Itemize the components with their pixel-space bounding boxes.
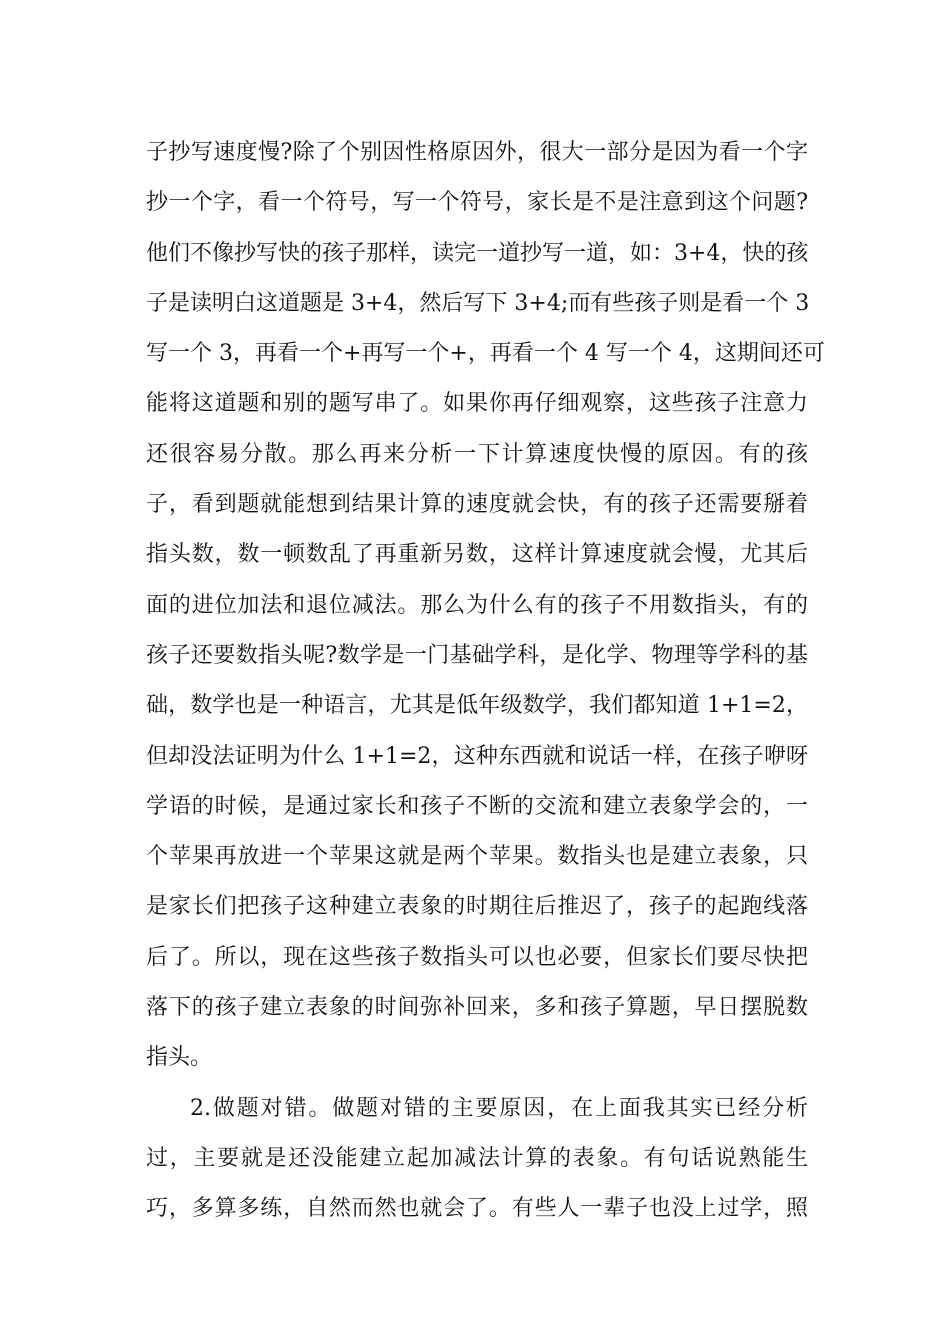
text-line: 子，看到题就能想到结果计算的速度就会快，有的孩子还需要掰着: [146, 492, 808, 518]
body-text: [146, 128, 825, 1235]
text-line: 过，主要就是还没能建立起加减法计算的表象。有句话说熟能生: [146, 1145, 808, 1171]
text-line: 个苹果再放进一个苹果这就是两个苹果。数指头也是建立表象，只: [146, 844, 808, 870]
text-line: 是家长们把孩子这种建立表象的时期往后推迟了，孩子的起跑线落: [146, 894, 808, 920]
text-line: 但却没法证明为什么 1+1=2，这种东西就和说话一样，在孩子咿呀: [146, 743, 808, 769]
text-line: 写一个 3，再看一个+再写一个+，再看一个 4 写一个 4，这期间还可: [146, 341, 825, 367]
text-line: 子是读明白这道题是 3+4，然后写下 3+4;而有些孩子则是看一个 3: [146, 290, 810, 316]
text-line: 指头数，数一顿数乱了再重新另数，这样计算速度就会慢，尤其后: [146, 542, 808, 568]
text-line: 子抄写速度慢?除了个别因性格原因外，很大一部分是因为看一个字: [146, 140, 808, 165]
text-line: 抄一个字，看一个符号，写一个符号，家长是不是注意到这个问题?: [146, 190, 808, 216]
text-line: 面的进位加法和退位减法。那么为什么有的孩子不用数指头，有的: [146, 592, 808, 618]
text-line: 指头。: [146, 1045, 213, 1071]
text-line: 他们不像抄写快的孩子那样，读完一道抄写一道，如：3+4，快的孩: [146, 240, 809, 266]
text-line: 础，数学也是一种语言，尤其是低年级数学，我们都知道 1+1=2，: [146, 693, 808, 719]
text-line: 还很容易分散。那么再来分析一下计算速度快慢的原因。有的孩: [146, 441, 808, 467]
text-line: 学语的时候，是通过家长和孩子不断的交流和建立表象学会的，一: [146, 793, 808, 819]
text-line: 后了。所以，现在这些孩子数指头可以也必要，但家长们要尽快把: [146, 944, 808, 970]
text-line: 孩子还要数指头呢?数学是一门基础学科，是化学、物理等学科的基: [146, 642, 808, 668]
text-line: 能将这道题和别的题写串了。如果你再仔细观察，这些孩子注意力: [146, 391, 808, 417]
text-line: 落下的孩子建立表象的时间弥补回来，多和孩子算题，早日摆脱数: [146, 995, 808, 1021]
text-line: 巧，多算多练，自然而然也就会了。有些人一辈子也没上过学，照: [146, 1196, 808, 1222]
text-line: 2.做题对错。做题对错的主要原因，在上面我其实已经分析: [190, 1095, 808, 1121]
